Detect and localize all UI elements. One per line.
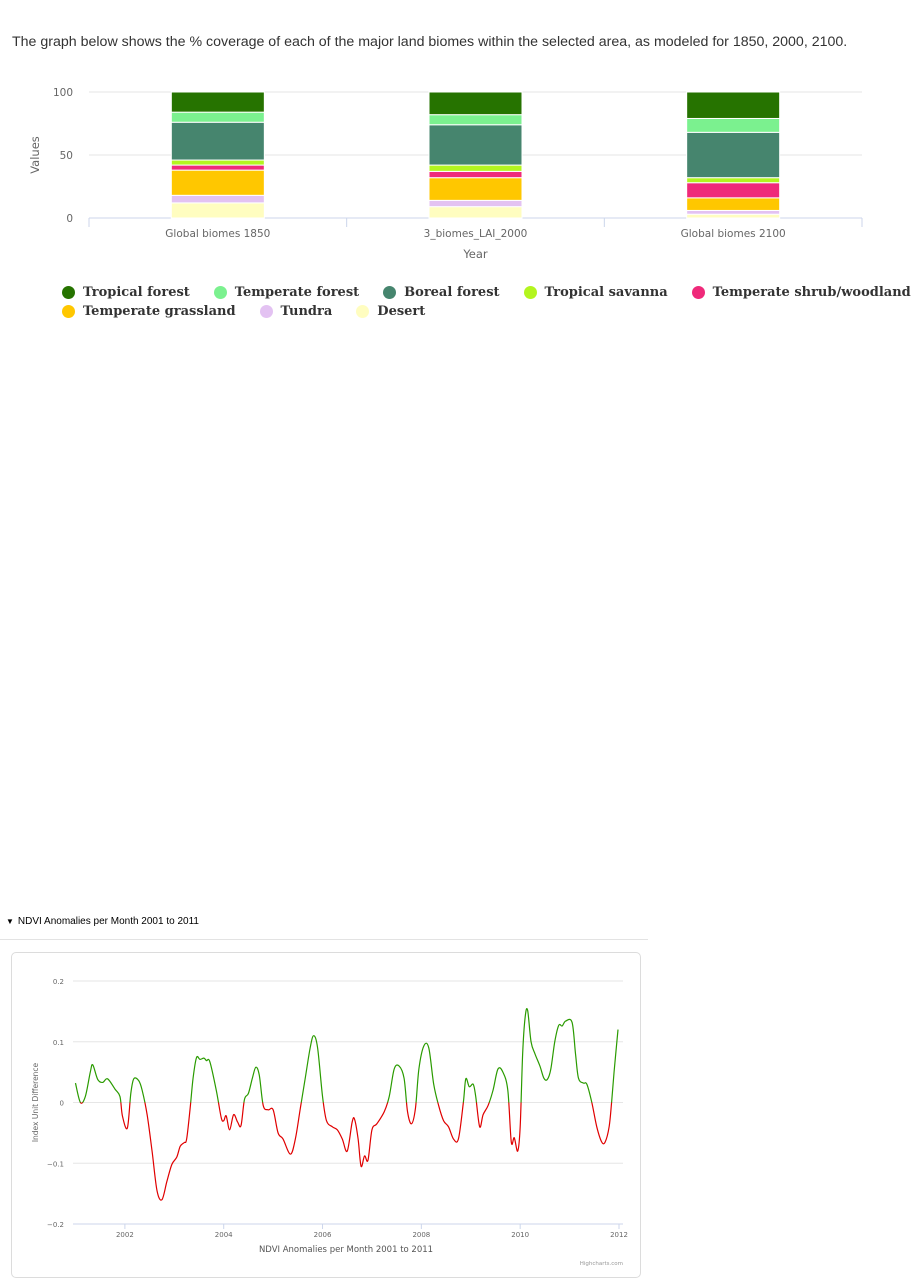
y-tick-label: −0.2 bbox=[47, 1221, 64, 1229]
bar-segment bbox=[429, 165, 522, 171]
ndvi-section-title: NDVI Anomalies per Month 2001 to 2011 bbox=[17, 916, 199, 927]
chart-credit: Highcharts.com bbox=[579, 1261, 623, 1267]
legend-label: Desert bbox=[377, 304, 426, 319]
legend-label: Boreal forest bbox=[404, 285, 500, 300]
legend-swatch bbox=[260, 305, 273, 318]
y-tick-label: 0 bbox=[66, 213, 73, 225]
y-tick-label: −0.1 bbox=[47, 1160, 64, 1169]
bar-segment bbox=[171, 195, 264, 203]
legend-label: Temperate shrub/woodland bbox=[712, 285, 911, 300]
legend-item[interactable] bbox=[62, 285, 190, 300]
legend-item[interactable] bbox=[692, 285, 911, 300]
ndvi-line-positive bbox=[75, 1009, 618, 1201]
bar-segment bbox=[687, 92, 780, 118]
bar-segment bbox=[687, 178, 780, 183]
x-axis-title: NDVI Anomalies per Month 2001 to 2011 bbox=[258, 1245, 434, 1255]
y-tick-label: 50 bbox=[59, 150, 73, 162]
bar-segment bbox=[429, 171, 522, 177]
bar-segment bbox=[171, 203, 264, 218]
bar-segment bbox=[429, 115, 522, 125]
x-tick-label: 2004 bbox=[214, 1231, 233, 1239]
legend-label: Temperate grassland bbox=[83, 304, 236, 319]
bar-segment bbox=[687, 118, 780, 132]
bar-segment bbox=[687, 132, 780, 177]
bar-segment bbox=[687, 214, 780, 218]
x-axis-title: Year bbox=[463, 247, 488, 261]
intro-text: The graph below shows the % coverage of each of the major land biomes within the selected area, as modeled for 1850, 2000, 2100. bbox=[12, 34, 848, 50]
y-tick-label: 0.1 bbox=[52, 1038, 64, 1047]
bar-segment bbox=[687, 210, 780, 214]
y-tick-label: 0 bbox=[59, 1099, 64, 1108]
bar-segment bbox=[171, 92, 264, 112]
legend-swatch bbox=[692, 286, 705, 299]
legend-swatch bbox=[524, 286, 537, 299]
biome-stacked-bar-chart bbox=[0, 78, 888, 261]
x-tick-label: 2010 bbox=[511, 1231, 530, 1239]
caret-down-icon: ▼ bbox=[6, 917, 14, 926]
bar-segment bbox=[429, 178, 522, 201]
legend-item[interactable] bbox=[214, 285, 359, 300]
legend-item[interactable] bbox=[356, 304, 425, 319]
legend-label: Tropical savanna bbox=[544, 285, 668, 300]
bar-segment bbox=[171, 160, 264, 165]
legend-label: Temperate forest bbox=[234, 285, 360, 300]
legend-swatch bbox=[356, 305, 369, 318]
y-axis-title: Index Unit Difference bbox=[31, 1062, 40, 1143]
legend-row bbox=[62, 283, 911, 302]
bar-segment bbox=[171, 122, 264, 160]
x-tick-label: Global biomes 1850 bbox=[165, 228, 271, 240]
bar-segment bbox=[429, 92, 522, 115]
ndvi-section-toggle[interactable] bbox=[6, 916, 199, 927]
legend-item[interactable] bbox=[62, 304, 236, 319]
bar-segment bbox=[429, 125, 522, 165]
x-tick-label: Global biomes 2100 bbox=[680, 228, 786, 240]
legend-swatch bbox=[62, 286, 75, 299]
legend-label: Tropical forest bbox=[83, 285, 190, 300]
y-tick-label: 100 bbox=[52, 87, 73, 99]
bar-segment bbox=[171, 170, 264, 195]
bar-segment bbox=[687, 183, 780, 198]
legend-label: Tundra bbox=[280, 304, 333, 319]
x-tick-label: 2006 bbox=[313, 1231, 332, 1239]
x-tick-label: 3_biomes_LAI_2000 bbox=[423, 228, 528, 240]
legend-item[interactable] bbox=[524, 285, 668, 300]
legend-swatch bbox=[214, 286, 227, 299]
bar-segment bbox=[429, 200, 522, 206]
legend-swatch bbox=[383, 286, 396, 299]
legend-row bbox=[62, 302, 862, 321]
bar-segment bbox=[429, 207, 522, 218]
y-tick-label: 0.2 bbox=[52, 978, 64, 986]
ndvi-line-negative bbox=[75, 1009, 618, 1201]
section-divider bbox=[0, 939, 648, 940]
legend-item[interactable] bbox=[383, 285, 499, 300]
ndvi-line-chart bbox=[11, 952, 641, 1278]
x-tick-label: 2008 bbox=[412, 1231, 431, 1239]
x-tick-label: 2002 bbox=[115, 1231, 134, 1239]
bar-segment bbox=[687, 198, 780, 211]
bar-segment bbox=[171, 112, 264, 122]
bar-segment bbox=[171, 165, 264, 170]
y-axis-title: Values bbox=[28, 136, 42, 174]
x-tick-label: 2012 bbox=[610, 1231, 628, 1239]
legend-swatch bbox=[62, 305, 75, 318]
biome-legend bbox=[62, 283, 911, 321]
legend-item[interactable] bbox=[260, 304, 333, 319]
